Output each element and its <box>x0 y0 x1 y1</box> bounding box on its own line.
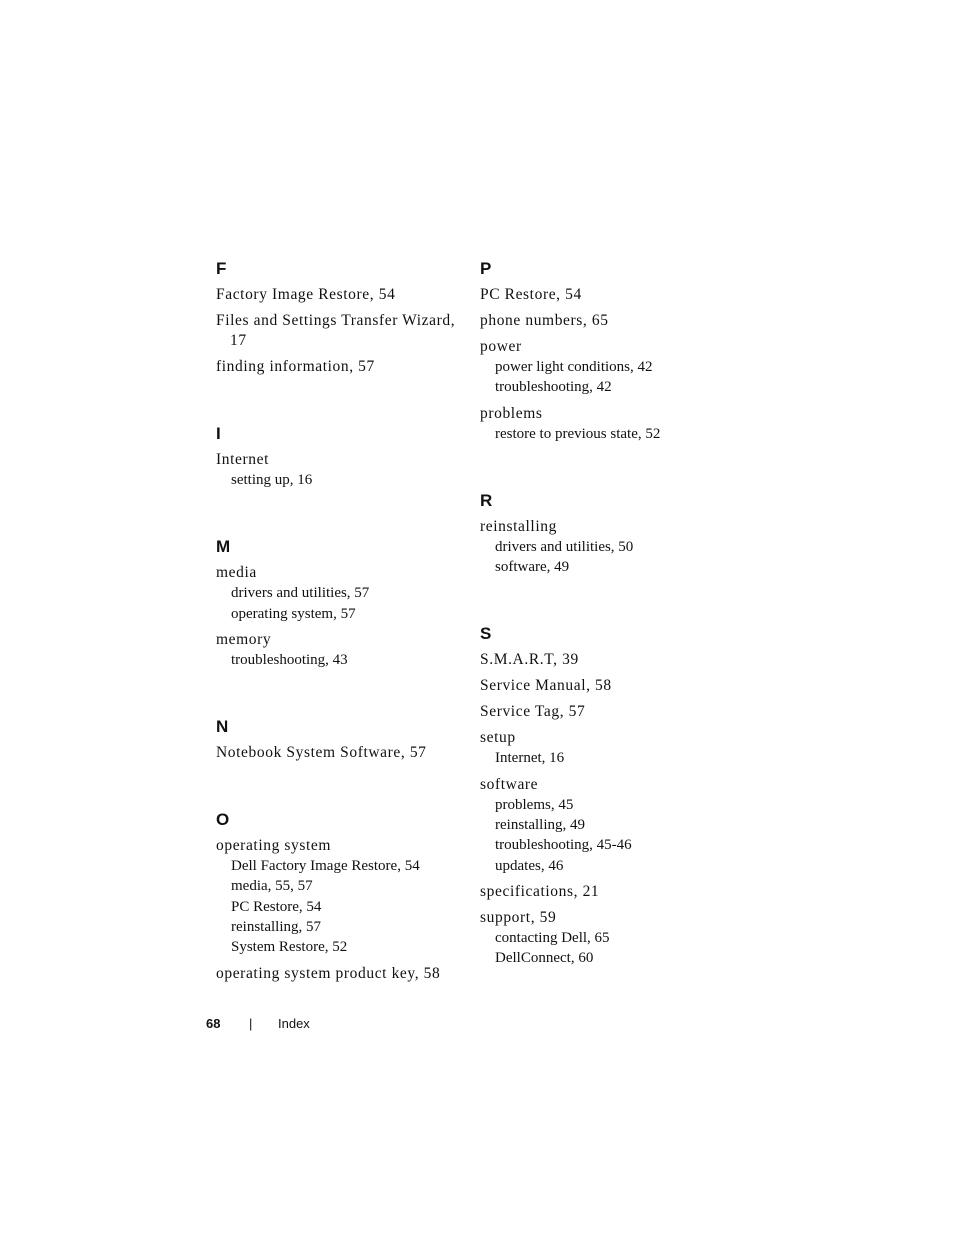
index-term: Service Tag, 57 <box>480 703 586 721</box>
index-subentry: reinstalling, 49 <box>495 817 585 834</box>
index-subentry: DellConnect, 60 <box>495 950 594 967</box>
index-subentry: Dell Factory Image Restore, 54 <box>231 858 420 875</box>
index-term: Internet <box>216 451 269 468</box>
index-entry <box>216 743 466 763</box>
index-section-p <box>480 258 730 444</box>
section-letter: O <box>216 810 230 830</box>
index-term: memory <box>216 630 272 648</box>
index-entry <box>480 676 730 696</box>
index-term: media <box>216 564 257 582</box>
index-entry <box>480 775 730 876</box>
index-term: Files and Settings Transfer Wizard, 17 <box>216 312 456 349</box>
index-column-left <box>216 258 466 1030</box>
index-section-i <box>216 423 466 490</box>
section-letter: P <box>480 259 492 278</box>
index-term: operating system <box>216 837 332 855</box>
index-entry <box>480 650 730 670</box>
section-letter: S <box>480 624 492 644</box>
index-term: Notebook System Software, 57 <box>216 744 427 762</box>
index-entry <box>216 563 466 624</box>
footer-label: Index <box>278 1016 310 1031</box>
index-term: software <box>480 775 539 793</box>
index-subentry: software, 49 <box>495 559 570 576</box>
index-entry <box>480 882 730 902</box>
index-entry <box>216 357 466 377</box>
index-column-right <box>480 258 730 1015</box>
section-letter: M <box>216 537 231 557</box>
index-subentry: setting up, 16 <box>231 472 313 488</box>
index-term: phone numbers, 65 <box>480 312 609 329</box>
footer-separator: | <box>249 1016 253 1031</box>
index-entry <box>216 311 466 351</box>
index-entry <box>480 311 730 331</box>
index-entry <box>480 702 730 722</box>
index-entry <box>216 964 466 984</box>
section-entries <box>216 743 466 763</box>
index-subentry: power light conditions, 42 <box>495 359 653 375</box>
index-entry <box>216 630 466 670</box>
section-entries <box>480 517 730 578</box>
index-subentry: troubleshooting, 43 <box>231 651 348 668</box>
section-entries <box>480 650 730 968</box>
index-subentry: updates, 46 <box>495 857 564 874</box>
index-entry <box>480 517 730 578</box>
section-entries <box>216 450 466 490</box>
section-letter: R <box>480 490 493 510</box>
index-entry <box>216 285 466 305</box>
index-subentry: Internet, 16 <box>495 750 565 767</box>
index-term: power <box>480 338 522 355</box>
section-letter: N <box>216 717 229 737</box>
section-letter: F <box>216 259 227 278</box>
index-entry <box>480 908 730 969</box>
index-term: finding information, 57 <box>216 358 375 375</box>
index-subentry: PC Restore, 54 <box>231 898 322 915</box>
index-subentry: contacting Dell, 65 <box>495 929 610 946</box>
index-subentry: media, 55, 57 <box>231 878 313 895</box>
index-term: Service Manual, 58 <box>480 677 612 695</box>
index-term: support, 59 <box>480 908 557 926</box>
page-number: 68 <box>206 1016 221 1031</box>
section-entries <box>216 563 466 670</box>
index-entry <box>480 337 730 398</box>
index-term: PC Restore, 54 <box>480 286 582 303</box>
index-subentry: drivers and utilities, 50 <box>495 538 634 555</box>
index-subentry: restore to previous state, 52 <box>495 425 661 442</box>
index-section-f <box>216 258 466 377</box>
index-section-m <box>216 536 466 670</box>
index-entry <box>216 836 466 957</box>
index-subentry: drivers and utilities, 57 <box>231 585 370 602</box>
index-subentry: reinstalling, 57 <box>231 919 321 936</box>
index-subentry: troubleshooting, 42 <box>495 379 612 396</box>
index-section-n <box>216 716 466 763</box>
index-term: setup <box>480 729 516 747</box>
section-letter: I <box>216 424 221 443</box>
index-term: operating system product key, 58 <box>216 964 441 982</box>
section-entries <box>216 285 466 377</box>
index-term: Factory Image Restore, 54 <box>216 286 396 303</box>
index-section-o <box>216 809 466 983</box>
index-section-s <box>480 623 730 968</box>
index-term: S.M.A.R.T, 39 <box>480 651 579 669</box>
index-section-r <box>480 490 730 578</box>
index-entry <box>480 728 730 768</box>
section-entries <box>216 836 466 983</box>
index-subentry: troubleshooting, 45-46 <box>495 837 632 854</box>
index-entry <box>216 450 466 490</box>
index-term: reinstalling <box>480 517 557 535</box>
index-subentry: System Restore, 52 <box>231 939 348 956</box>
section-entries <box>480 285 730 444</box>
index-subentry: problems, 45 <box>495 796 574 813</box>
index-term: specifications, 21 <box>480 882 600 900</box>
index-entry <box>480 285 730 305</box>
index-entry <box>480 404 730 444</box>
index-subentry: operating system, 57 <box>231 605 356 622</box>
index-term: problems <box>480 404 543 422</box>
